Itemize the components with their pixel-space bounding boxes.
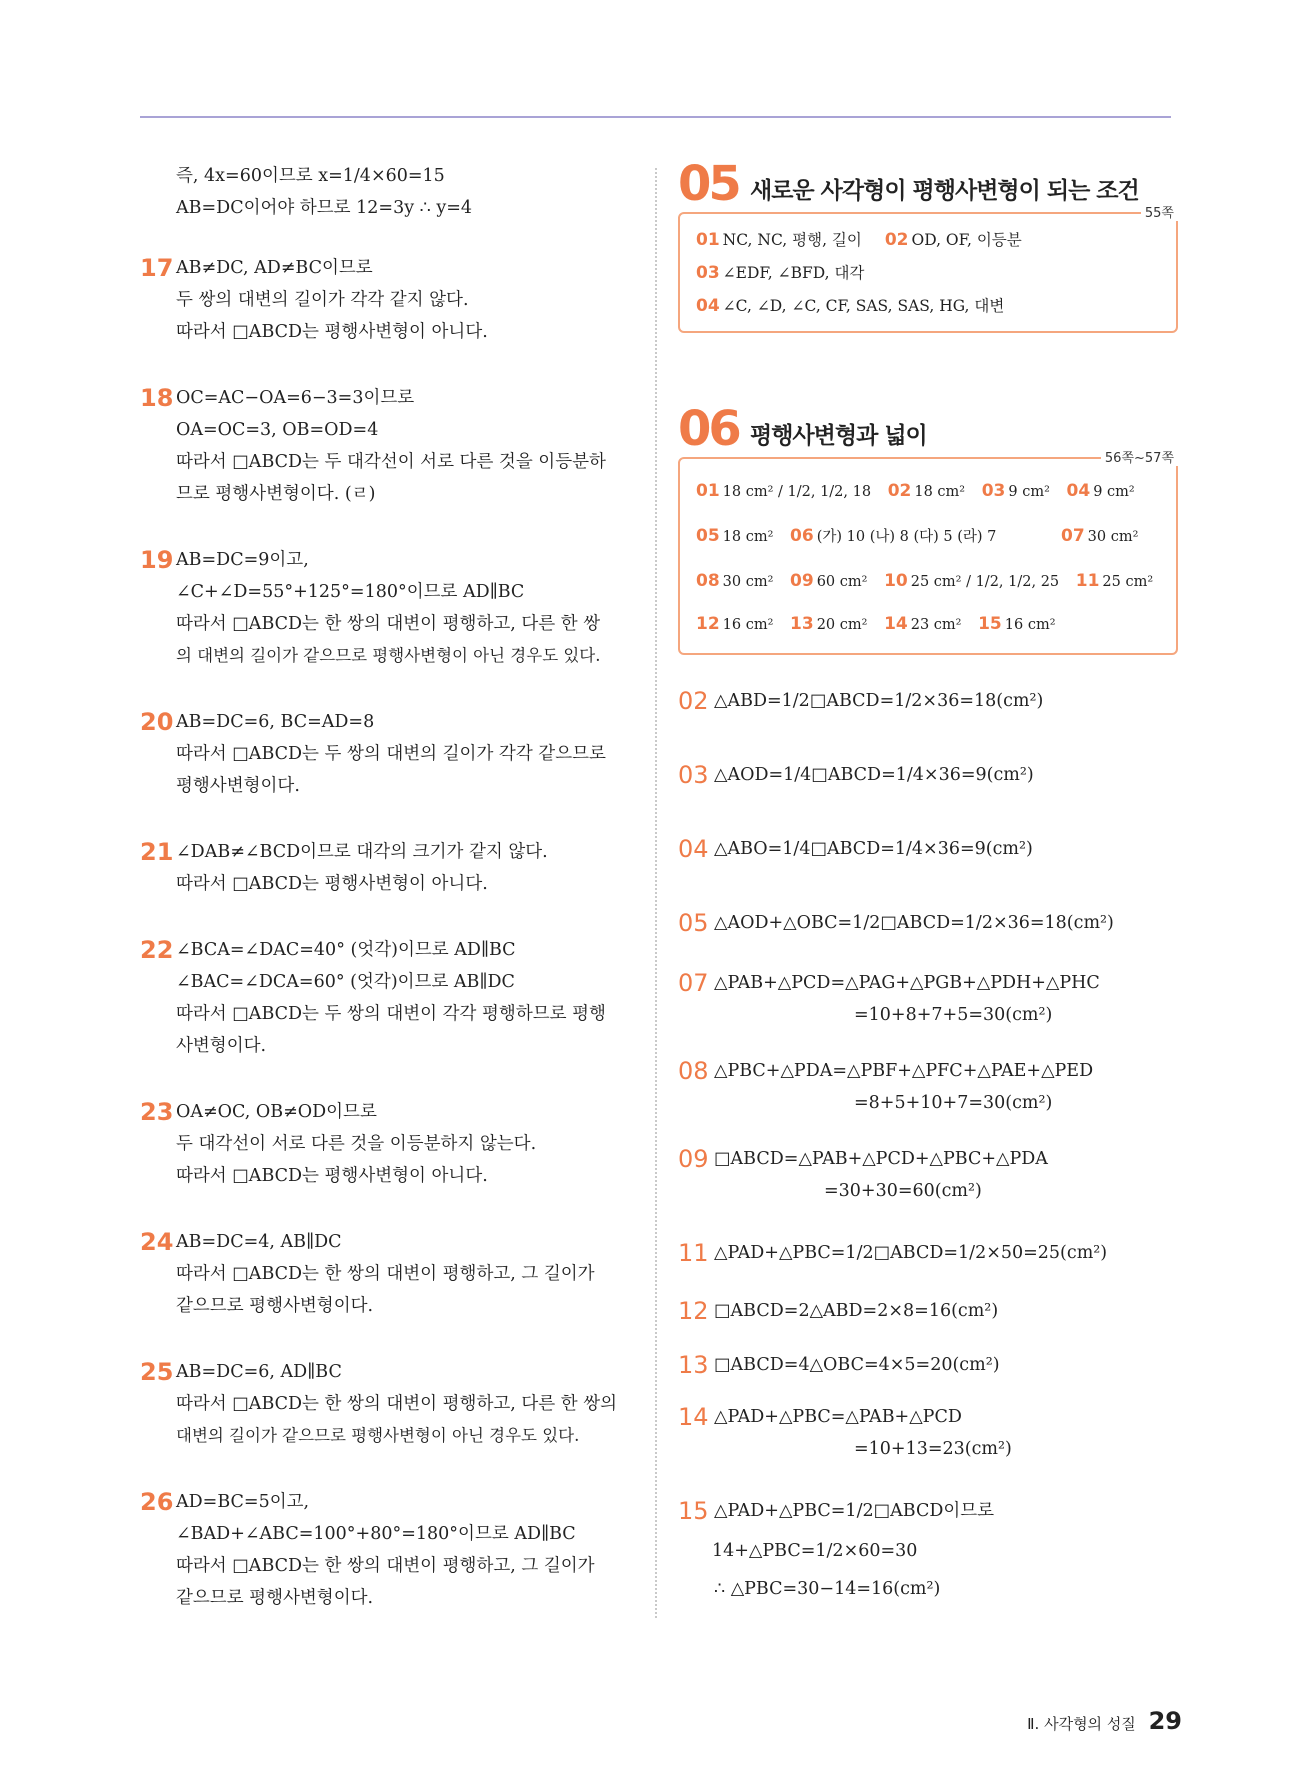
solution-line: △PAD+△PBC=1/2□ABCD이므로 [714,1501,995,1521]
solution-line: △AOD=1/4□ABCD=1/4×36=9(cm²) [714,765,1034,785]
answer-item: 11 25 cm² [1075,571,1154,591]
column-divider [655,168,657,1618]
solution-line: 따라서 □ABCD는 한 쌍의 대변이 평행하고, 그 길이가 [176,1264,595,1284]
solution-line: 평행사변형이다. [176,776,300,796]
answer-item: 04 9 cm² [1066,481,1135,501]
answer-item: 07 30 cm² [1061,526,1139,546]
answer-item: 15 16 cm² [978,614,1056,634]
section-05-answer-box [678,212,1178,333]
solution-line: △ABD=1/2□ABCD=1/2×36=18(cm²) [714,691,1044,711]
solution-line: OA≠OC, OB≠OD이므로 [176,1102,377,1122]
problem-20 [140,706,640,802]
intro-line: 즉, 4x=60이므로 x=1/4×60=15 [176,166,445,186]
solution-line: 따라서 □ABCD는 한 쌍의 대변이 평행하고, 그 길이가 [176,1556,595,1576]
solution-line: 따라서 □ABCD는 평행사변형이 아니다. [176,322,488,342]
answer-item: 14 23 cm² [884,614,962,634]
solution-line: 같으므로 평행사변형이다. [176,1296,374,1316]
solution-line: OA=OC=3, OB=OD=4 [176,420,379,440]
solution-line: △PBC+△PDA=△PBF+△PFC+△PAE+△PED [714,1061,1094,1081]
problem-number: 07 [678,969,709,997]
problem-number: 23 [140,1098,174,1126]
solution-line: □ABCD=4△OBC=4×5=20(cm²) [714,1355,1000,1375]
section-title: 새로운 사각형이 평행사변형이 되는 조건 [750,178,1139,204]
section-06-header [678,401,1178,466]
answer-item: 03 9 cm² [981,481,1050,501]
solution-line: 같으므로 평행사변형이다. [176,1588,374,1608]
problem-number: 24 [140,1228,174,1256]
solution-04 [678,833,1178,865]
solution-line: ∠BCA=∠DAC=40° (엇각)이므로 AD∥BC [176,940,516,960]
solution-15 [678,1495,1178,1605]
answer-row [696,514,1160,559]
solution-line: ∠BAD+∠ABC=100°+80°=180°이므로 AD∥BC [176,1524,576,1544]
section-title: 평행사변형과 넓이 [750,423,927,449]
problem-18 [140,382,640,510]
solution-12 [678,1295,1178,1327]
answer-item: 05 18 cm² [696,526,774,546]
problem-25 [140,1356,640,1452]
solution-line: □ABCD=2△ABD=2×8=16(cm²) [714,1301,999,1321]
solution-line: ∠DAB≠∠BCD이므로 대각의 크기가 같지 않다. [176,842,548,862]
intro-line: AB=DC이어야 하므로 12=3y ∴ y=4 [176,198,473,218]
answer-row [696,604,1160,645]
answer-item: 06 (가) 10 (나) 8 (다) 5 (라) 7 [790,526,997,546]
solution-line: OC=AC−OA=6−3=3이므로 [176,388,415,408]
solution-08 [678,1055,1178,1119]
answer-item: 01 NC, NC, 평행, 길이 [696,230,862,250]
solution-line: ∴ △PBC=30−14=16(cm²) [714,1579,941,1599]
answer-row [696,559,1160,604]
solution-line: 따라서 □ABCD는 평행사변형이 아니다. [176,1166,488,1186]
section-number: 05 [678,156,739,212]
answer-item: 02 18 cm² [887,481,966,501]
answer-item: 01 18 cm² / 1/2, 1/2, 18 [696,481,872,501]
problem-number: 09 [678,1145,709,1173]
problem-number: 04 [678,835,709,863]
answer-item: 02 OD, OF, 이등분 [884,230,1022,250]
problem-number: 18 [140,384,174,412]
solution-line: =10+13=23(cm²) [854,1439,1012,1459]
solution-line: △PAD+△PBC=1/2□ABCD=1/2×50=25(cm²) [714,1243,1108,1263]
solution-line: △PAB+△PCD=△PAG+△PGB+△PDH+△PHC [714,973,1100,993]
solution-line: 따라서 □ABCD는 두 쌍의 대변이 각각 평행하므로 평행 [176,1004,606,1024]
solution-line: AB=DC=4, AB∥DC [176,1232,342,1252]
solution-line: ∠C+∠D=55°+125°=180°이므로 AD∥BC [176,582,525,602]
solution-09 [678,1143,1178,1207]
solution-line: □ABCD=△PAB+△PCD+△PBC+△PDA [714,1149,1048,1169]
solution-line: △ABO=1/4□ABCD=1/4×36=9(cm²) [714,839,1033,859]
solution-line: 따라서 □ABCD는 한 쌍의 대변이 평행하고, 다른 한 쌍 [176,614,601,634]
problem-number: 03 [678,761,709,789]
solution-line: △AOD+△OBC=1/2□ABCD=1/2×36=18(cm²) [714,913,1114,933]
solution-line: 14+△PBC=1/2×60=30 [712,1541,918,1561]
solution-line: 두 쌍의 대변의 길이가 각각 같지 않다. [176,290,469,310]
answer-row [696,469,1160,514]
problem-22 [140,934,640,1062]
answer-item: 04 ∠C, ∠D, ∠C, CF, SAS, SAS, HG, 대변 [696,296,1005,316]
solution-line: =8+5+10+7=30(cm²) [854,1093,1053,1113]
answer-item: 12 16 cm² [696,614,774,634]
problem-number: 25 [140,1358,174,1386]
solution-line: AB=DC=9이고, [176,550,309,570]
solution-line: 의 대변의 길이가 같으므로 평행사변형이 아닌 경우도 있다. [176,646,601,665]
problem-number: 12 [678,1297,709,1325]
problem-number: 05 [678,909,709,937]
solution-line: =30+30=60(cm²) [824,1181,982,1201]
problem-number: 08 [678,1057,709,1085]
problem-number: 21 [140,838,174,866]
right-column [678,156,1178,1605]
problem-number: 11 [678,1239,709,1267]
problem-number: 15 [678,1497,709,1525]
solution-line: ∠BAC=∠DCA=60° (엇각)이므로 AB∥DC [176,972,515,992]
solution-line: 따라서 □ABCD는 한 쌍의 대변이 평행하고, 다른 한 쌍의 [176,1394,618,1414]
section-number: 06 [678,401,739,457]
answer-row [696,257,1160,290]
section-page-ref: 56쪽~57쪽 [1101,447,1178,466]
problem-21 [140,836,640,900]
solution-line: △PAD+△PBC=△PAB+△PCD [714,1407,962,1427]
solution-line: AB≠DC, AD≠BC이므로 [176,258,373,278]
answer-item: 10 25 cm² / 1/2, 1/2, 25 [884,571,1060,591]
intro-block [140,160,640,224]
solution-line: 대변의 길이가 같으므로 평행사변형이 아닌 경우도 있다. [176,1426,580,1445]
solution-line: 두 대각선이 서로 다른 것을 이등분하지 않는다. [176,1134,537,1154]
page-number: 29 [1148,1707,1182,1735]
section-page-ref: 55쪽 [1141,202,1178,221]
solution-13 [678,1349,1178,1381]
left-column [140,160,640,1614]
problem-26 [140,1486,640,1614]
problem-number: 02 [678,687,709,715]
section-06-answer-box [678,457,1178,655]
solution-line: 사변형이다. [176,1036,267,1056]
solution-05 [678,907,1178,939]
chapter-label: Ⅱ. 사각형의 성질 [1027,1715,1136,1733]
problem-17 [140,252,640,348]
answer-item: 03 ∠EDF, ∠BFD, 대각 [696,263,865,283]
problem-number: 19 [140,546,174,574]
problem-23 [140,1096,640,1192]
solution-line: 따라서 □ABCD는 두 쌍의 대변의 길이가 각각 같으므로 [176,744,606,764]
answer-item: 08 30 cm² [696,571,774,591]
problem-24 [140,1226,640,1322]
solution-line: AB=DC=6, BC=AD=8 [176,712,375,732]
problem-number: 20 [140,708,174,736]
solution-line: 따라서 □ABCD는 평행사변형이 아니다. [176,874,488,894]
problem-number: 26 [140,1488,174,1516]
problem-number: 17 [140,254,174,282]
solution-line: =10+8+7+5=30(cm²) [854,1005,1053,1025]
solution-11 [678,1237,1178,1269]
answer-item: 13 20 cm² [790,614,868,634]
solution-03 [678,759,1178,791]
top-rule [140,116,1171,118]
solution-02 [678,685,1178,717]
solution-line: 므로 평행사변형이다. (ㄹ) [176,484,376,504]
answer-item: 09 60 cm² [790,571,868,591]
solution-line: AD=BC=5이고, [176,1492,310,1512]
page-footer [1027,1707,1182,1735]
solution-07 [678,967,1178,1031]
solution-line: AB=DC=6, AD∥BC [176,1362,342,1382]
answer-row [696,290,1160,323]
problem-19 [140,544,640,672]
solution-14 [678,1401,1178,1465]
problem-number: 22 [140,936,174,964]
answer-row [696,224,1160,257]
section-05-header [678,156,1178,221]
problem-number: 13 [678,1351,709,1379]
problem-number: 14 [678,1403,709,1431]
solution-line: 따라서 □ABCD는 두 대각선이 서로 다른 것을 이등분하 [176,452,606,472]
